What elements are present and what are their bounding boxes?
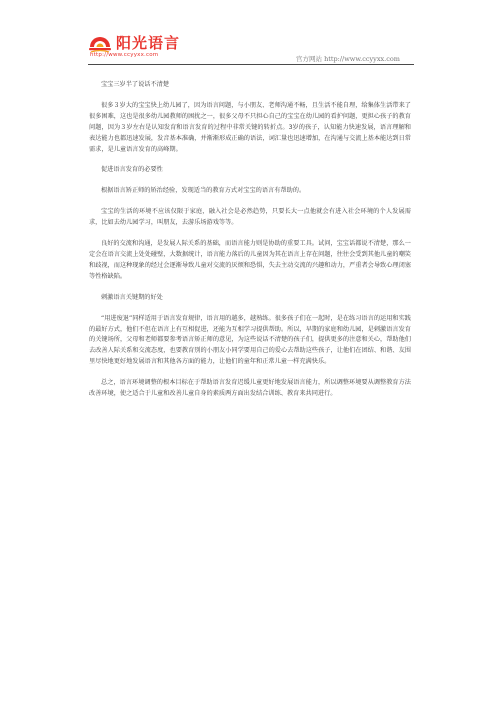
logo-title: 阳光语言: [116, 34, 181, 52]
paragraph: 总之，语言环境调整的根本目标在于帮助语言发育迟缓儿童更好地发展语言能力，所以调整环境要从调整教育方法改善环境，使之适合于儿童和改善儿童自身的素质两方面出发结合训练、教育来共同进行。: [89, 379, 411, 398]
section-heading: 刺激语言关键期的好处: [101, 293, 163, 301]
paragraph: 宝宝的生活的环境不应该仅限于家庭，融入社会是必然趋势，只要长大一点他就会有进入社会环境的个人发展需求，比如去幼儿园学习，叫朋友，去游乐场游戏等等。: [89, 208, 411, 227]
logo-url[interactable]: http://www.ccyyxx.com: [90, 52, 159, 58]
article-title: 宝宝三岁半了说话不清楚: [101, 81, 170, 88]
page-header: [0, 0, 496, 66]
logo: [88, 33, 180, 53]
article-body: [89, 80, 411, 410]
paragraph: 良好的交流和沟通，是发展人际关系的基础，而语言能力则是协助的重要工具。试问，宝宝话都说不清楚，那么一定会在语言交流上处处碰壁，大数据统计，语言能力落后的儿童因为其在语言上存在问题，往往会受到其他儿童的嘲笑和歧视，而这种现象的经过会逐渐导致儿童对交流的厌烦和恐惧，失去主动交流的兴趣和动力，严重者会导致心理闭塞等性格缺陷。: [89, 240, 411, 280]
official-site-line[interactable]: 官方网站 http://www.ccyyxx.com: [296, 55, 400, 63]
paragraph: 很多３岁大的宝宝快上幼儿园了，因为语言问题，与小朋友、老师沟通不畅，且生活不能自理，给集体生活带来了很多困难，这也是很多幼儿园教师的困扰之一，很多父母不只担心自己的宝宝在幼儿园的看护问题，更担心孩子的教育问题，因为３岁左右是认知发育和语言发育的过程中非常关键的转折点。3岁的孩子，认知能力快速发展，语言理解和表达能力也都迅速发展，发音基本准确，并渐渐形成正确的语法，词汇量也迅速增加，在沟通与交流上基本能达到日常需求，是儿童语言发育的高峰期。: [89, 101, 411, 153]
section-heading: 促进语言发育的必要性: [101, 166, 163, 174]
paragraph: “用进废退”同样适用于语言发育规律，语言用的越多，越熟练。很多孩子们在一起时，是在练习语言的运用和实践的最好方式，他们不但在语言上有互相促进，还能为互相学习提供帮助。所以，早期的家庭和幼儿园，是刺激语言发育的关键场所，父母和老师都要参考语言矫正师的意见，为这些说话不清楚的孩子们，提供更多的注意和关心，帮助他们去改善人际关系和交流态度，也要教育别的小朋友小同学要用自己的爱心去帮助这些孩子，让他们在团结、和谐、友围里尽快地更好地发展语言和其他各方面的能力，让他们的童年和正常儿童一样充满快乐。: [89, 314, 411, 366]
paragraph: 根据语言矫正师的矫治经验，发现适当的教育方式对宝宝的语言有帮助的。: [101, 187, 306, 195]
sun-logo-icon: [88, 33, 112, 53]
header-divider: [88, 64, 414, 65]
